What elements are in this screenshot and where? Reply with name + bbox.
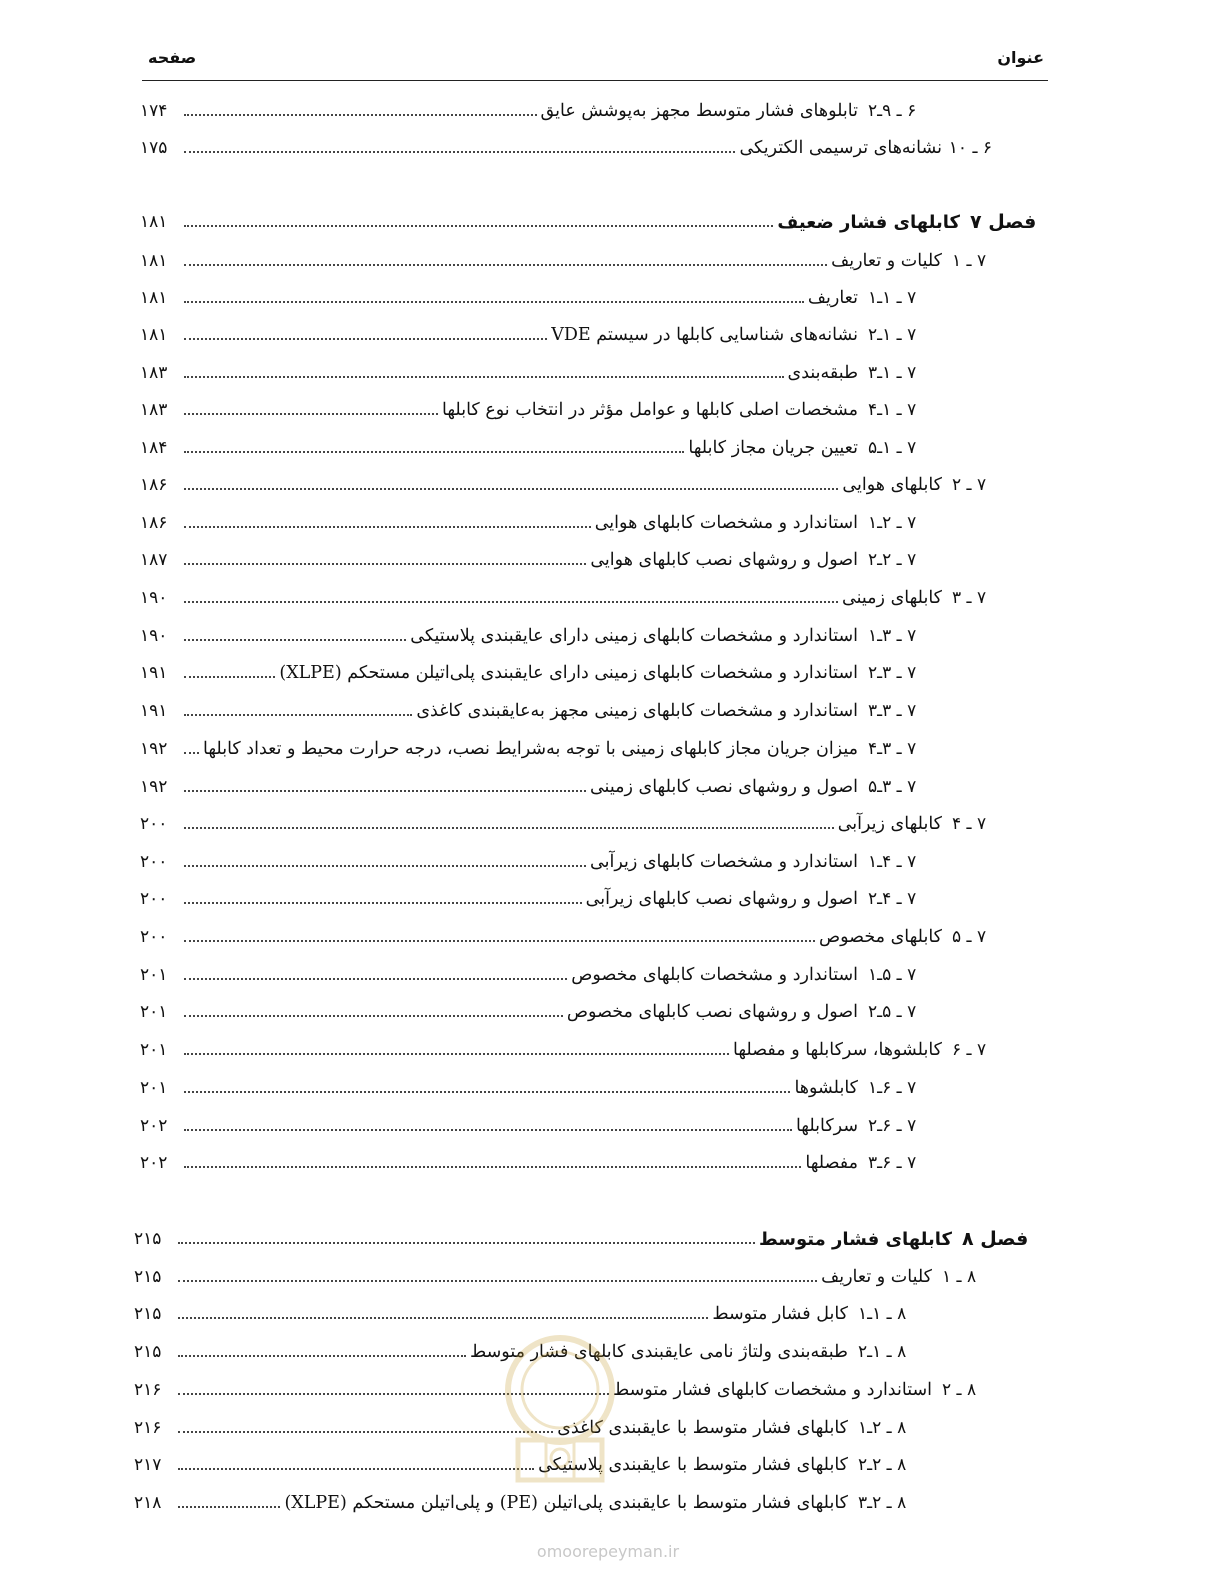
toc-title: استاندارد و مشخصات کابلهای زمینی دارای عایقبندی پلی‌اتیلن مستحکم (XLPE) — [279, 663, 858, 683]
toc-title: کابلهای مخصوص — [818, 927, 942, 947]
toc-leader-dots — [184, 376, 784, 378]
toc-leader-dots — [184, 1091, 790, 1093]
toc-entry — [140, 583, 992, 613]
toc-leader-dots — [178, 1393, 609, 1395]
toc-title: کابل فشار متوسط — [712, 1304, 848, 1324]
toc-number: ۷ ـ ۱ـ۱ — [868, 288, 917, 308]
toc-number: ۷ ـ ۳ — [952, 588, 987, 608]
toc-title: طبقه‌بندی — [787, 363, 858, 383]
toc-page-number: ۱۸۱ — [140, 325, 168, 345]
toc-number: ۷ ـ ۳ـ۳ — [868, 701, 917, 721]
toc-leader-dots — [184, 1129, 792, 1131]
toc-leader-dots — [178, 1468, 534, 1470]
column-title-heading: عنوان — [997, 48, 1044, 67]
toc-entry — [134, 1299, 938, 1329]
toc-entry — [134, 1488, 938, 1518]
toc-number: ۷ ـ ۳ـ۱ — [868, 626, 917, 646]
toc-entry — [140, 621, 948, 651]
toc-entry — [140, 395, 948, 425]
toc-title: مشخصات اصلی کابلها و عوامل مؤثر در انتخاب نوع کابلها — [442, 400, 858, 420]
toc-title: تعاریف — [807, 288, 858, 308]
toc-entry — [140, 1148, 948, 1178]
toc-number: ۷ ـ ۳ـ۵ — [868, 777, 917, 797]
toc-entry — [140, 960, 948, 990]
toc-entry — [140, 545, 948, 575]
toc-leader-dots — [184, 451, 684, 453]
toc-leader-dots — [184, 563, 586, 565]
toc-leader-dots — [178, 1506, 280, 1508]
toc-leader-dots — [184, 1015, 563, 1017]
toc-leader-dots — [178, 1355, 466, 1357]
toc-entry — [134, 1375, 982, 1405]
toc-number: ۸ ـ ۱ـ۱ — [858, 1304, 907, 1324]
toc-page-number: ۱۹۱ — [140, 663, 168, 683]
toc-entry — [140, 508, 948, 538]
toc-leader-dots — [184, 978, 567, 980]
toc-title: کابلشوها — [794, 1078, 858, 1098]
toc-page-number: ۱۸۴ — [140, 438, 168, 458]
toc-title: تابلوهای فشار متوسط مجهز به‌پوشش عایق — [540, 101, 858, 121]
toc-title: استاندارد و مشخصات کابلهای هوایی — [594, 513, 858, 533]
toc-number: فصل ۸ — [962, 1228, 1029, 1250]
toc-leader-dots — [178, 1317, 708, 1319]
toc-title: کابلهای فشار متوسط با عایقبندی پلی‌اتیلن (PE) و پلی‌اتیلن مستحکم (XLPE) — [284, 1493, 848, 1513]
toc-entry — [140, 658, 948, 688]
toc-title: اصول و روشهای نصب کابلهای هوایی — [590, 550, 858, 570]
toc-number: ۸ ـ ۱ـ۲ — [858, 1342, 907, 1362]
column-page-heading: صفحه — [148, 48, 197, 67]
toc-number: ۸ ـ ۱ — [942, 1267, 977, 1287]
toc-title: اصول و روشهای نصب کابلهای زیرآبی — [585, 889, 858, 909]
toc-leader-dots — [184, 225, 773, 227]
toc-page-number: ۱۸۱ — [140, 212, 168, 232]
toc-entry — [140, 283, 948, 313]
toc-page-number: ۲۰۰ — [140, 814, 168, 834]
toc-leader-dots — [184, 940, 815, 942]
toc-title: استاندارد و مشخصات کابلهای زیرآبی — [590, 852, 858, 872]
toc-leader-dots — [178, 1280, 817, 1282]
toc-leader-dots — [184, 526, 591, 528]
toc-number: ۷ ـ ۲ـ۲ — [868, 550, 917, 570]
toc-entry — [140, 847, 948, 877]
toc-page-number: ۲۱۵ — [134, 1229, 162, 1249]
toc-page-number: ۲۰۱ — [140, 1002, 168, 1022]
toc-page-number: ۲۰۱ — [140, 1078, 168, 1098]
toc-page-number: ۲۰۲ — [140, 1116, 168, 1136]
toc-leader-dots — [178, 1242, 755, 1244]
toc-entry — [140, 884, 948, 914]
toc-leader-dots — [184, 1053, 729, 1055]
toc-page-number: ۲۱۶ — [134, 1380, 162, 1400]
toc-title: کابلهای زیرآبی — [837, 814, 942, 834]
toc-entry — [134, 1337, 938, 1367]
toc-page-number: ۱۹۰ — [140, 626, 168, 646]
toc-leader-dots — [184, 114, 537, 116]
toc-entry — [140, 96, 948, 126]
toc-title: سرکابلها — [795, 1116, 858, 1136]
toc-leader-dots — [184, 338, 547, 340]
toc-page-number: ۲۰۰ — [140, 927, 168, 947]
toc-leader-dots — [184, 264, 827, 266]
toc-page-number: ۱۹۱ — [140, 701, 168, 721]
toc-entry — [140, 320, 948, 350]
toc-title: طبقه‌بندی ولتاژ نامی عایقبندی کابلهای فشار متوسط — [470, 1342, 848, 1362]
toc-page-number: ۲۰۱ — [140, 1040, 168, 1060]
toc-title: کابلشوها، سرکابلها و مفصلها — [733, 1040, 942, 1060]
toc-page-number: ۱۹۲ — [140, 739, 168, 759]
toc-entry — [134, 1262, 982, 1292]
toc-entry — [134, 1413, 938, 1443]
toc-title: کابلهای زمینی — [842, 588, 942, 608]
toc-title: کلیات و تعاریف — [831, 251, 942, 271]
toc-page-number: ۲۱۵ — [134, 1267, 162, 1287]
toc-title: استاندارد و مشخصات کابلهای زمینی دارای عایقبندی پلاستیکی — [410, 626, 858, 646]
toc-page-number: ۱۸۷ — [140, 550, 168, 570]
toc-page-number: ۲۱۵ — [134, 1304, 162, 1324]
toc-page-number: ۲۰۰ — [140, 852, 168, 872]
toc-leader-dots — [178, 1431, 553, 1433]
watermark-site-url: omoorepeyman.ir — [536, 1542, 680, 1561]
toc-leader-dots — [184, 865, 586, 867]
toc-number: ۸ ـ ۲ـ۲ — [858, 1455, 907, 1475]
toc-chapter-row — [140, 207, 1042, 237]
toc-page-number: ۱۸۱ — [140, 251, 168, 271]
toc-title: اصول و روشهای نصب کابلهای مخصوص — [566, 1002, 858, 1022]
toc-title: کابلهای فشار متوسط با عایقبندی پلاستیکی — [538, 1455, 848, 1475]
toc-entry — [140, 246, 992, 276]
toc-page-number: ۲۰۲ — [140, 1153, 168, 1173]
toc-title: استاندارد و مشخصات کابلهای زمینی مجهز به‌عایقبندی کاغذی — [416, 701, 858, 721]
toc-page-number: ۲۰۱ — [140, 965, 168, 985]
toc-entry — [140, 734, 948, 764]
toc-number: ۷ ـ ۴ـ۱ — [868, 852, 917, 872]
toc-number: ۸ ـ ۲ — [942, 1380, 977, 1400]
toc-number: ۸ ـ ۲ـ۱ — [858, 1418, 907, 1438]
toc-number: ۷ ـ ۱ـ۴ — [868, 400, 917, 420]
toc-title: کابلهای فشار متوسط با عایقبندی کاغذی — [557, 1418, 848, 1438]
toc-entry — [140, 433, 948, 463]
toc-number: ۷ ـ ۱ـ۵ — [868, 438, 917, 458]
toc-entry — [140, 696, 948, 726]
toc-title: مفصلها — [805, 1153, 858, 1173]
toc-number: ۷ ـ ۱ـ۳ — [868, 363, 917, 383]
toc-page-number: ۱۸۱ — [140, 288, 168, 308]
toc-leader-dots — [184, 301, 804, 303]
toc-title: کابلهای فشار متوسط — [759, 1228, 952, 1250]
toc-title: کابلهای هوایی — [842, 475, 942, 495]
toc-number: ۷ ـ ۶ـ۳ — [868, 1153, 917, 1173]
toc-number: ۷ ـ ۱ـ۲ — [868, 325, 917, 345]
toc-leader-dots — [184, 488, 838, 490]
toc-page-number: ۲۰۰ — [140, 889, 168, 909]
toc-leader-dots — [184, 752, 199, 754]
toc-entry — [140, 997, 948, 1027]
toc-entry — [140, 1073, 948, 1103]
toc-number: ۷ ـ ۱ — [952, 251, 987, 271]
toc-entry — [140, 358, 948, 388]
toc-number: ۶ ـ ۱۰ — [948, 138, 992, 158]
toc-leader-dots — [184, 413, 438, 415]
toc-page-number: ۱۹۲ — [140, 777, 168, 797]
toc-title: میزان جریان مجاز کابلهای زمینی با توجه به‌شرایط نصب، درجه حرارت محیط و تعداد کابلها — [203, 739, 858, 759]
toc-entry — [140, 133, 992, 163]
toc-number: ۷ ـ ۲ — [952, 475, 987, 495]
toc-number: ۷ ـ ۵ـ۱ — [868, 965, 917, 985]
toc-page-number: ۲۱۷ — [134, 1455, 162, 1475]
toc-entry — [140, 1035, 992, 1065]
toc-leader-dots — [184, 827, 834, 829]
toc-page-number: ۲۱۸ — [134, 1493, 162, 1513]
toc-number: ۷ ـ ۶ـ۲ — [868, 1116, 917, 1136]
toc-number: ۷ ـ ۶ — [952, 1040, 987, 1060]
toc-number: فصل ۷ — [970, 211, 1037, 233]
toc-number: ۷ ـ ۴ـ۲ — [868, 889, 917, 909]
toc-number: ۷ ـ ۵ـ۲ — [868, 1002, 917, 1022]
toc-leader-dots — [184, 714, 412, 716]
toc-page-number: ۱۸۳ — [140, 363, 168, 383]
toc-title: استاندارد و مشخصات کابلهای مخصوص — [571, 965, 858, 985]
toc-page-number: ۲۱۵ — [134, 1342, 162, 1362]
toc-leader-dots — [184, 151, 735, 153]
toc-number: ۷ ـ ۶ـ۱ — [868, 1078, 917, 1098]
toc-entry — [140, 470, 992, 500]
toc-leader-dots — [184, 790, 586, 792]
toc-page-number: ۱۸۶ — [140, 475, 168, 495]
toc-entry — [140, 809, 992, 839]
toc-title: نشانه‌های ترسیمی الکتریکی — [739, 138, 942, 158]
toc-number: ۸ ـ ۲ـ۳ — [858, 1493, 907, 1513]
toc-number: ۷ ـ ۲ـ۱ — [868, 513, 917, 533]
toc-page-number: ۲۱۶ — [134, 1418, 162, 1438]
toc-title: نشانه‌های شناسایی کابلها در سیستم VDE — [551, 325, 858, 345]
toc-entry — [134, 1450, 938, 1480]
toc-title: اصول و روشهای نصب کابلهای زمینی — [589, 777, 858, 797]
toc-entry — [140, 772, 948, 802]
toc-title: استاندارد و مشخصات کابلهای فشار متوسط — [613, 1380, 932, 1400]
toc-chapter-row — [134, 1224, 1034, 1254]
toc-leader-dots — [184, 676, 275, 678]
toc-title: تعیین جریان مجاز کابلها — [688, 438, 858, 458]
toc-number: ۷ ـ ۵ — [952, 927, 987, 947]
toc-number: ۷ ـ ۴ — [952, 814, 987, 834]
toc-page-number: ۱۹۰ — [140, 588, 168, 608]
toc-page-number: ۱۸۶ — [140, 513, 168, 533]
toc-number: ۷ ـ ۳ـ۲ — [868, 663, 917, 683]
toc-title: کابلهای فشار ضعیف — [777, 211, 960, 233]
toc-leader-dots — [184, 639, 406, 641]
toc-entry — [140, 1111, 948, 1141]
toc-page-number: ۱۸۳ — [140, 400, 168, 420]
toc-number: ۶ ـ ۹ـ۲ — [868, 101, 917, 121]
toc-page-number: ۱۷۴ — [140, 101, 168, 121]
toc-leader-dots — [184, 1166, 801, 1168]
toc-leader-dots — [184, 601, 838, 603]
toc-number: ۷ ـ ۳ـ۴ — [868, 739, 917, 759]
toc-page-number: ۱۷۵ — [140, 138, 168, 158]
toc-title: کلیات و تعاریف — [821, 1267, 932, 1287]
toc-leader-dots — [184, 902, 582, 904]
toc-entry — [140, 922, 992, 952]
